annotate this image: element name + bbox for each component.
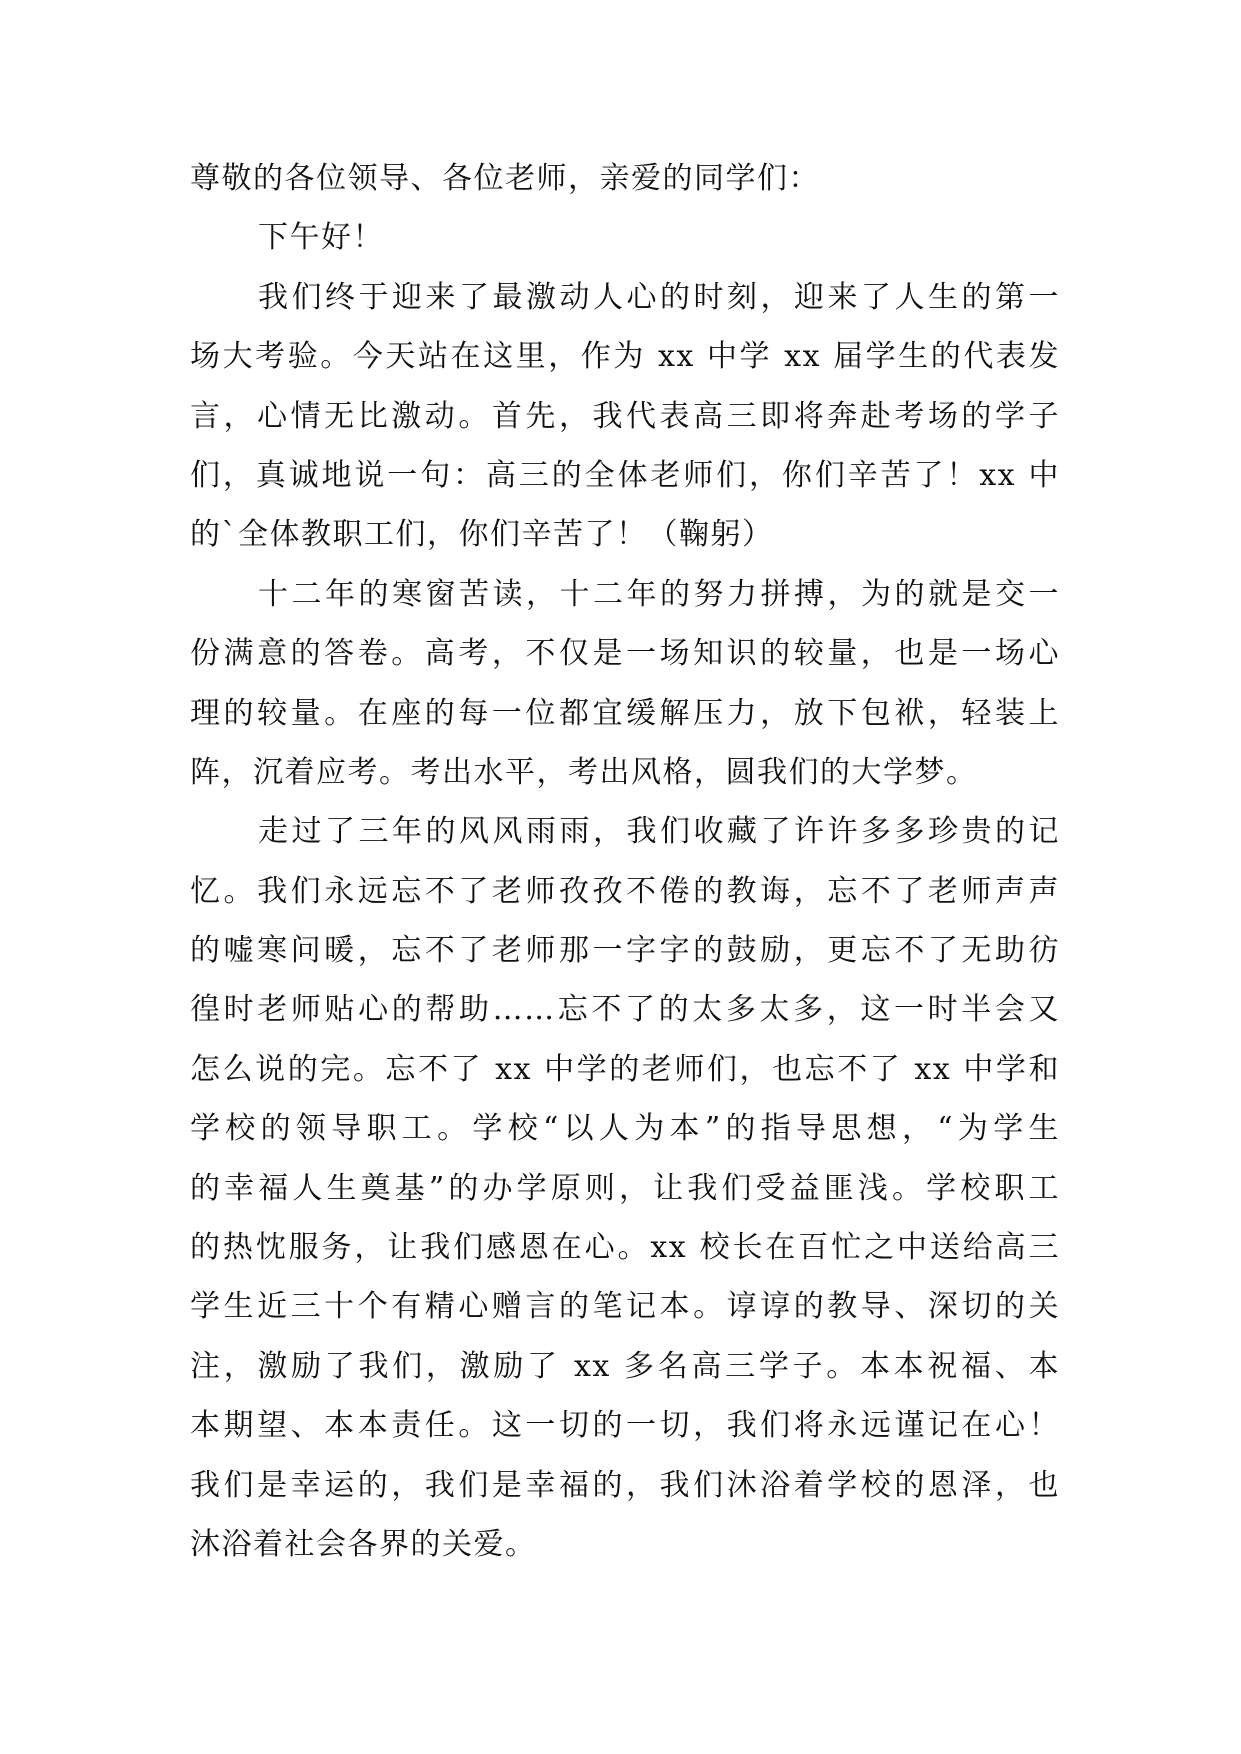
paragraph-line: 注，激励了我们，激励了 xx 多名高三学子。本本祝福、本 xyxy=(190,1349,1060,1384)
paragraph-line: 的幸福人生奠基”的办学原则，让我们受益匪浅。学校职工 xyxy=(190,1171,1060,1206)
paragraph-line: 沐浴着社会各界的关爱。 xyxy=(190,1526,537,1562)
greeting-line: 下午好！ xyxy=(258,220,384,256)
paragraph-line: 们，真诚地说一句：高三的全体老师们，你们辛苦了！xx 中 xyxy=(190,458,1060,493)
paragraph-line: 忆。我们永远忘不了老师孜孜不倦的教诲，忘不了老师声声 xyxy=(190,874,1060,909)
paragraph-line: 怎么说的完。忘不了 xx 中学的老师们，也忘不了 xx 中学和 xyxy=(190,1052,1060,1087)
paragraph-line: 的热忱服务，让我们感恩在心。xx 校长在百忙之中送给高三 xyxy=(190,1231,1060,1266)
paragraph-line: 份满意的答卷。高考，不仅是一场知识的较量，也是一场心 xyxy=(190,637,1060,672)
paragraph-line: 场大考验。今天站在这里，作为 xx 中学 xx 届学生的代表发 xyxy=(190,340,1060,375)
paragraph-line: 理的较量。在座的每一位都宜缓解压力，放下包袱，轻装上 xyxy=(190,696,1060,731)
paragraph-line: 学生近三十个有精心赠言的笔记本。谆谆的教导、深切的关 xyxy=(190,1290,1060,1325)
paragraph-line: 我们终于迎来了最激动人心的时刻，迎来了人生的第一 xyxy=(258,280,1060,315)
paragraph-line: 的`全体教职工们，你们辛苦了！（鞠躬） xyxy=(190,517,774,553)
paragraph-line: 十二年的寒窗苦读，十二年的努力拼搏，为的就是交一 xyxy=(258,577,1060,612)
paragraph-line: 徨时老师贴心的帮助……忘不了的太多太多，这一时半会又 xyxy=(190,993,1060,1028)
speech-text xyxy=(190,162,1060,1587)
paragraph-line: 阵，沉着应考。考出水平，考出风格，圆我们的大学梦。 xyxy=(190,754,978,790)
paragraph-line: 我们是幸运的，我们是幸福的，我们沐浴着学校的恩泽，也 xyxy=(190,1468,1060,1503)
paragraph-line: 本期望、本本责任。这一切的一切，我们将永远谨记在心！ xyxy=(190,1409,1060,1444)
salutation-line: 尊敬的各位领导、各位老师，亲爱的同学们： xyxy=(190,161,820,196)
paragraph-line: 学校的领导职工。学校“以人为本”的指导思想，“为学生 xyxy=(190,1112,1060,1147)
paragraph-line: 的嘘寒问暖，忘不了老师那一字字的鼓励，更忘不了无助彷 xyxy=(190,934,1060,969)
paragraph-line: 言，心情无比激动。首先，我代表高三即将奔赴考场的学子 xyxy=(190,399,1060,434)
paragraph-line: 走过了三年的风风雨雨，我们收藏了许许多多珍贵的记 xyxy=(258,815,1060,850)
